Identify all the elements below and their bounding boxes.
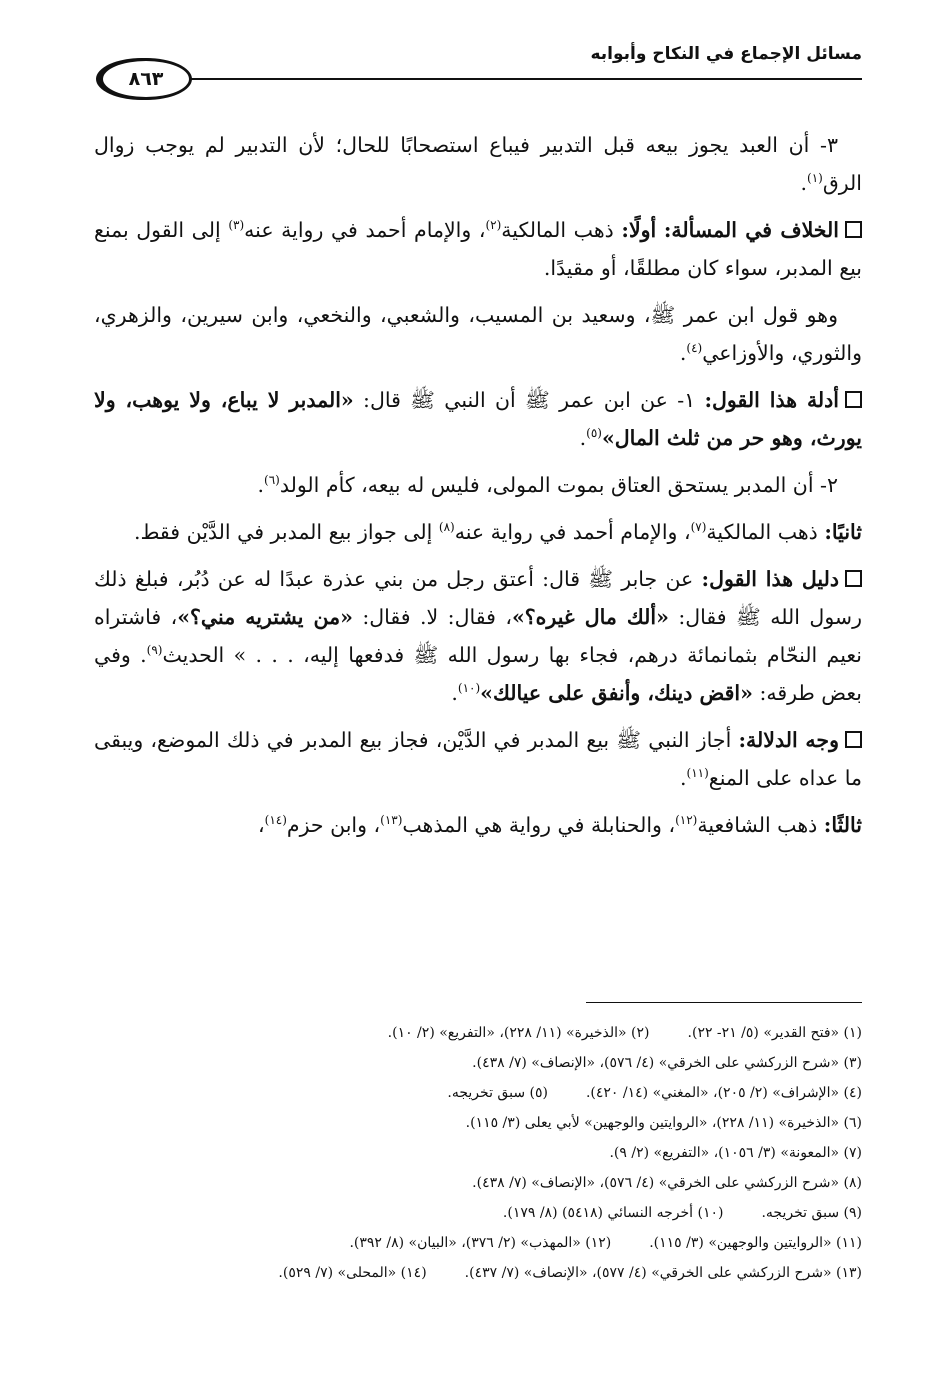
hadith-quote: «المدبر لا يباع، ولا يوهب، ولا يورث، وهو حر من ثلث المال» [94,388,862,450]
footnote-ref-4: (٤) [686,341,703,356]
p9-text-b: ، والحنابلة في رواية هي المذهب [402,813,676,837]
paragraph-1 [94,126,862,202]
footnote-separator [586,1002,862,1003]
footnote-7: (٧) «المعونة» (٣/ ١٠٥٦)، «التفريع» (٢/ ٩). [609,1145,862,1161]
p7-text-c: ، فاشتراه نعيم النحّام بثمانمائة درهم، فجاء بها رسول الله ﷺ فدفعها إليه، . . . » الحديث [94,605,862,667]
main-text [94,126,862,853]
footnote-8: (٨) «شرح الزركشي على الخرقي» (٤/ ٥٧٦)، «الإنصاف» (٧/ ٤٣٨). [472,1175,862,1191]
p9-end: ، [258,813,265,837]
paragraph-4 [94,381,862,457]
p1-end: . [800,171,807,195]
footnote-row [94,1198,862,1228]
paragraph-6 [94,513,862,551]
p6-text-b: ، والإمام أحمد في رواية عنه [454,520,691,544]
footnote-ref-14: (١٤) [264,813,287,828]
footnote-row [94,1228,862,1258]
footnote-ref-9: (٩) [146,643,163,658]
footnotes [94,1018,862,1288]
p2-text-c: إلى القول بمنع بيع المدبر، سواء كان مطلقًا، أو مقيدًا. [94,218,862,280]
footnote-row [94,1168,862,1198]
hadith-quote-2: «من يشتريه مني؟» [177,605,353,629]
footnote-ref-11: (١١) [686,766,709,781]
p5-text: ٢- أن المدبر يستحق العتاق بموت المولى، فليس له بيعه، كأم الولد [279,473,838,497]
footnote-ref-2: (٢) [485,218,502,233]
hadith-quote-1: «ألك مال غيره؟» [511,605,669,629]
paragraph-3 [94,296,862,372]
square-bullet-icon [845,731,862,748]
first-opinion-label: أولًا: [621,218,657,242]
footnote-ref-12: (١٢) [675,813,698,828]
p9-text-a: ذهب الشافعية [697,813,818,837]
p4-end: . [579,426,587,450]
footnote-5: (٥) سبق تخريجه. [447,1085,548,1101]
footnote-ref-8: (٨) [438,520,455,535]
footnote-ref-7: (٧) [690,520,707,535]
p7-text-a: عن جابر ﷺ قال: أعتق رجل من بني عذرة عبدًا له عن دُبُر، فبلغ ذلك رسول الله ﷺ فقال: [94,567,862,629]
footnote-ref-3: (٣) [228,218,245,233]
paragraph-2 [94,211,862,287]
footnote-row [94,1258,862,1288]
square-bullet-icon [845,221,862,238]
running-header [92,38,862,108]
page-number-oval [100,58,192,100]
footnote-4: (٤) «الإشراف» (٢/ ٢٠٥)، «المغني» (١٤/ ٤٢٠). [585,1085,862,1101]
footnote-10: (١٠) أخرجه النسائي (٥٤١٨) (٨/ ١٧٩). [502,1205,724,1221]
footnote-1: (١) «فتح القدير» (٥/ ٢١- ٢٢). [687,1025,862,1041]
p8-text: أجاز النبي ﷺ بيع المدبر في الدَّيْن، فجاز بيع المدبر في ذلك الموضع، ويبقى ما عداه على المنع [94,728,862,790]
third-opinion-label: ثالثًا: [823,813,862,837]
header-rule [182,78,862,80]
p1-text: ٣- أن العبد يجوز بيعه قبل التدبير فيباع استصحابًا للحال؛ لأن التدبير لم يوجب زوال الرق [94,133,862,195]
p7-text-b: ، فقال: لا. فقال: [362,605,512,629]
footnote-3: (٣) «شرح الزركشي على الخرقي» (٤/ ٥٧٦)، «الإنصاف» (٧/ ٤٣٨). [472,1055,862,1071]
footnote-ref-1: (١) [807,171,823,186]
paragraph-9 [94,806,862,844]
p8-end: . [680,766,687,790]
footnote-row [94,1078,862,1108]
footnote-ref-13: (١٣) [380,813,403,828]
footnote-ref-5: (٥) [586,426,602,441]
p2-text-a: ذهب المالكية [501,218,614,242]
p7-end: . [451,681,458,705]
section-heading-khilaf: الخلاف في المسألة: [663,218,839,242]
footnote-row [94,1108,862,1138]
second-opinion-label: ثانيًا: [824,520,862,544]
footnote-2: (٢) «الذخيرة» (١١/ ٢٢٨)، «التفريع» (٢/ ١٠). [387,1025,650,1041]
paragraph-8 [94,721,862,797]
square-bullet-icon [845,570,862,587]
footnote-6: (٦) «الذخيرة» (١١/ ٢٢٨)، «الروايتين والوجهين» لأبي يعلى (٣/ ١١٥). [465,1115,862,1131]
p4-text: ١- عن ابن عمر ﷺ أن النبي ﷺ قال: [363,388,696,412]
footnote-12: (١٢) «المهذب» (٢/ ٣٧٦)، «البيان» (٨/ ٣٩٢). [349,1235,612,1251]
footnote-row [94,1018,862,1048]
p9-text-c: ، وابن حزم [286,813,381,837]
square-bullet-icon [845,391,862,408]
section-heading-evidence: أدلة هذا القول: [704,388,840,412]
p3-text: وهو قول ابن عمر ﷺ، وسعيد بن المسيب، والشعبي، والنخعي، وابن سيرين، والزهري، والثوري، والأوزاعي [94,303,862,365]
p6-text-c: إلى جواز بيع المدبر في الدَّيْن فقط. [133,520,433,544]
footnote-ref-10: (١٠) [457,681,481,696]
section-heading-proof: دليل هذا القول: [701,567,839,591]
p6-text-a: ذهب المالكية [706,520,818,544]
p3-end: . [679,341,687,365]
p2-text-b: ، والإمام أحمد في رواية عنه [244,218,486,242]
book-title: مسائل الإجماع في النكاح وأبوابه [590,44,862,64]
p7-text-d: . وفي بعض طرقه: [94,643,862,705]
paragraph-7 [94,560,862,712]
footnote-9: (٩) سبق تخريجه. [761,1205,862,1221]
section-heading-indication: وجه الدلالة: [738,728,839,752]
p5-end: . [257,473,264,497]
hadith-quote-3: «اقض دينك، وأنفق على عيالك» [480,681,753,705]
footnote-ref-6: (٦) [264,473,280,488]
page-number: ٨٦٣ [128,68,164,90]
footnote-14: (١٤) «المحلى» (٧/ ٥٢٩). [278,1265,427,1281]
footnote-11: (١١) «الروايتين والوجهين» (٣/ ١١٥). [649,1235,862,1251]
paragraph-5 [94,466,862,504]
footnote-row [94,1048,862,1078]
footnote-row [94,1138,862,1168]
footnote-13: (١٣) «شرح الزركشي على الخرقي» (٤/ ٥٧٧)، «الإنصاف» (٧/ ٤٣٧). [464,1265,862,1281]
